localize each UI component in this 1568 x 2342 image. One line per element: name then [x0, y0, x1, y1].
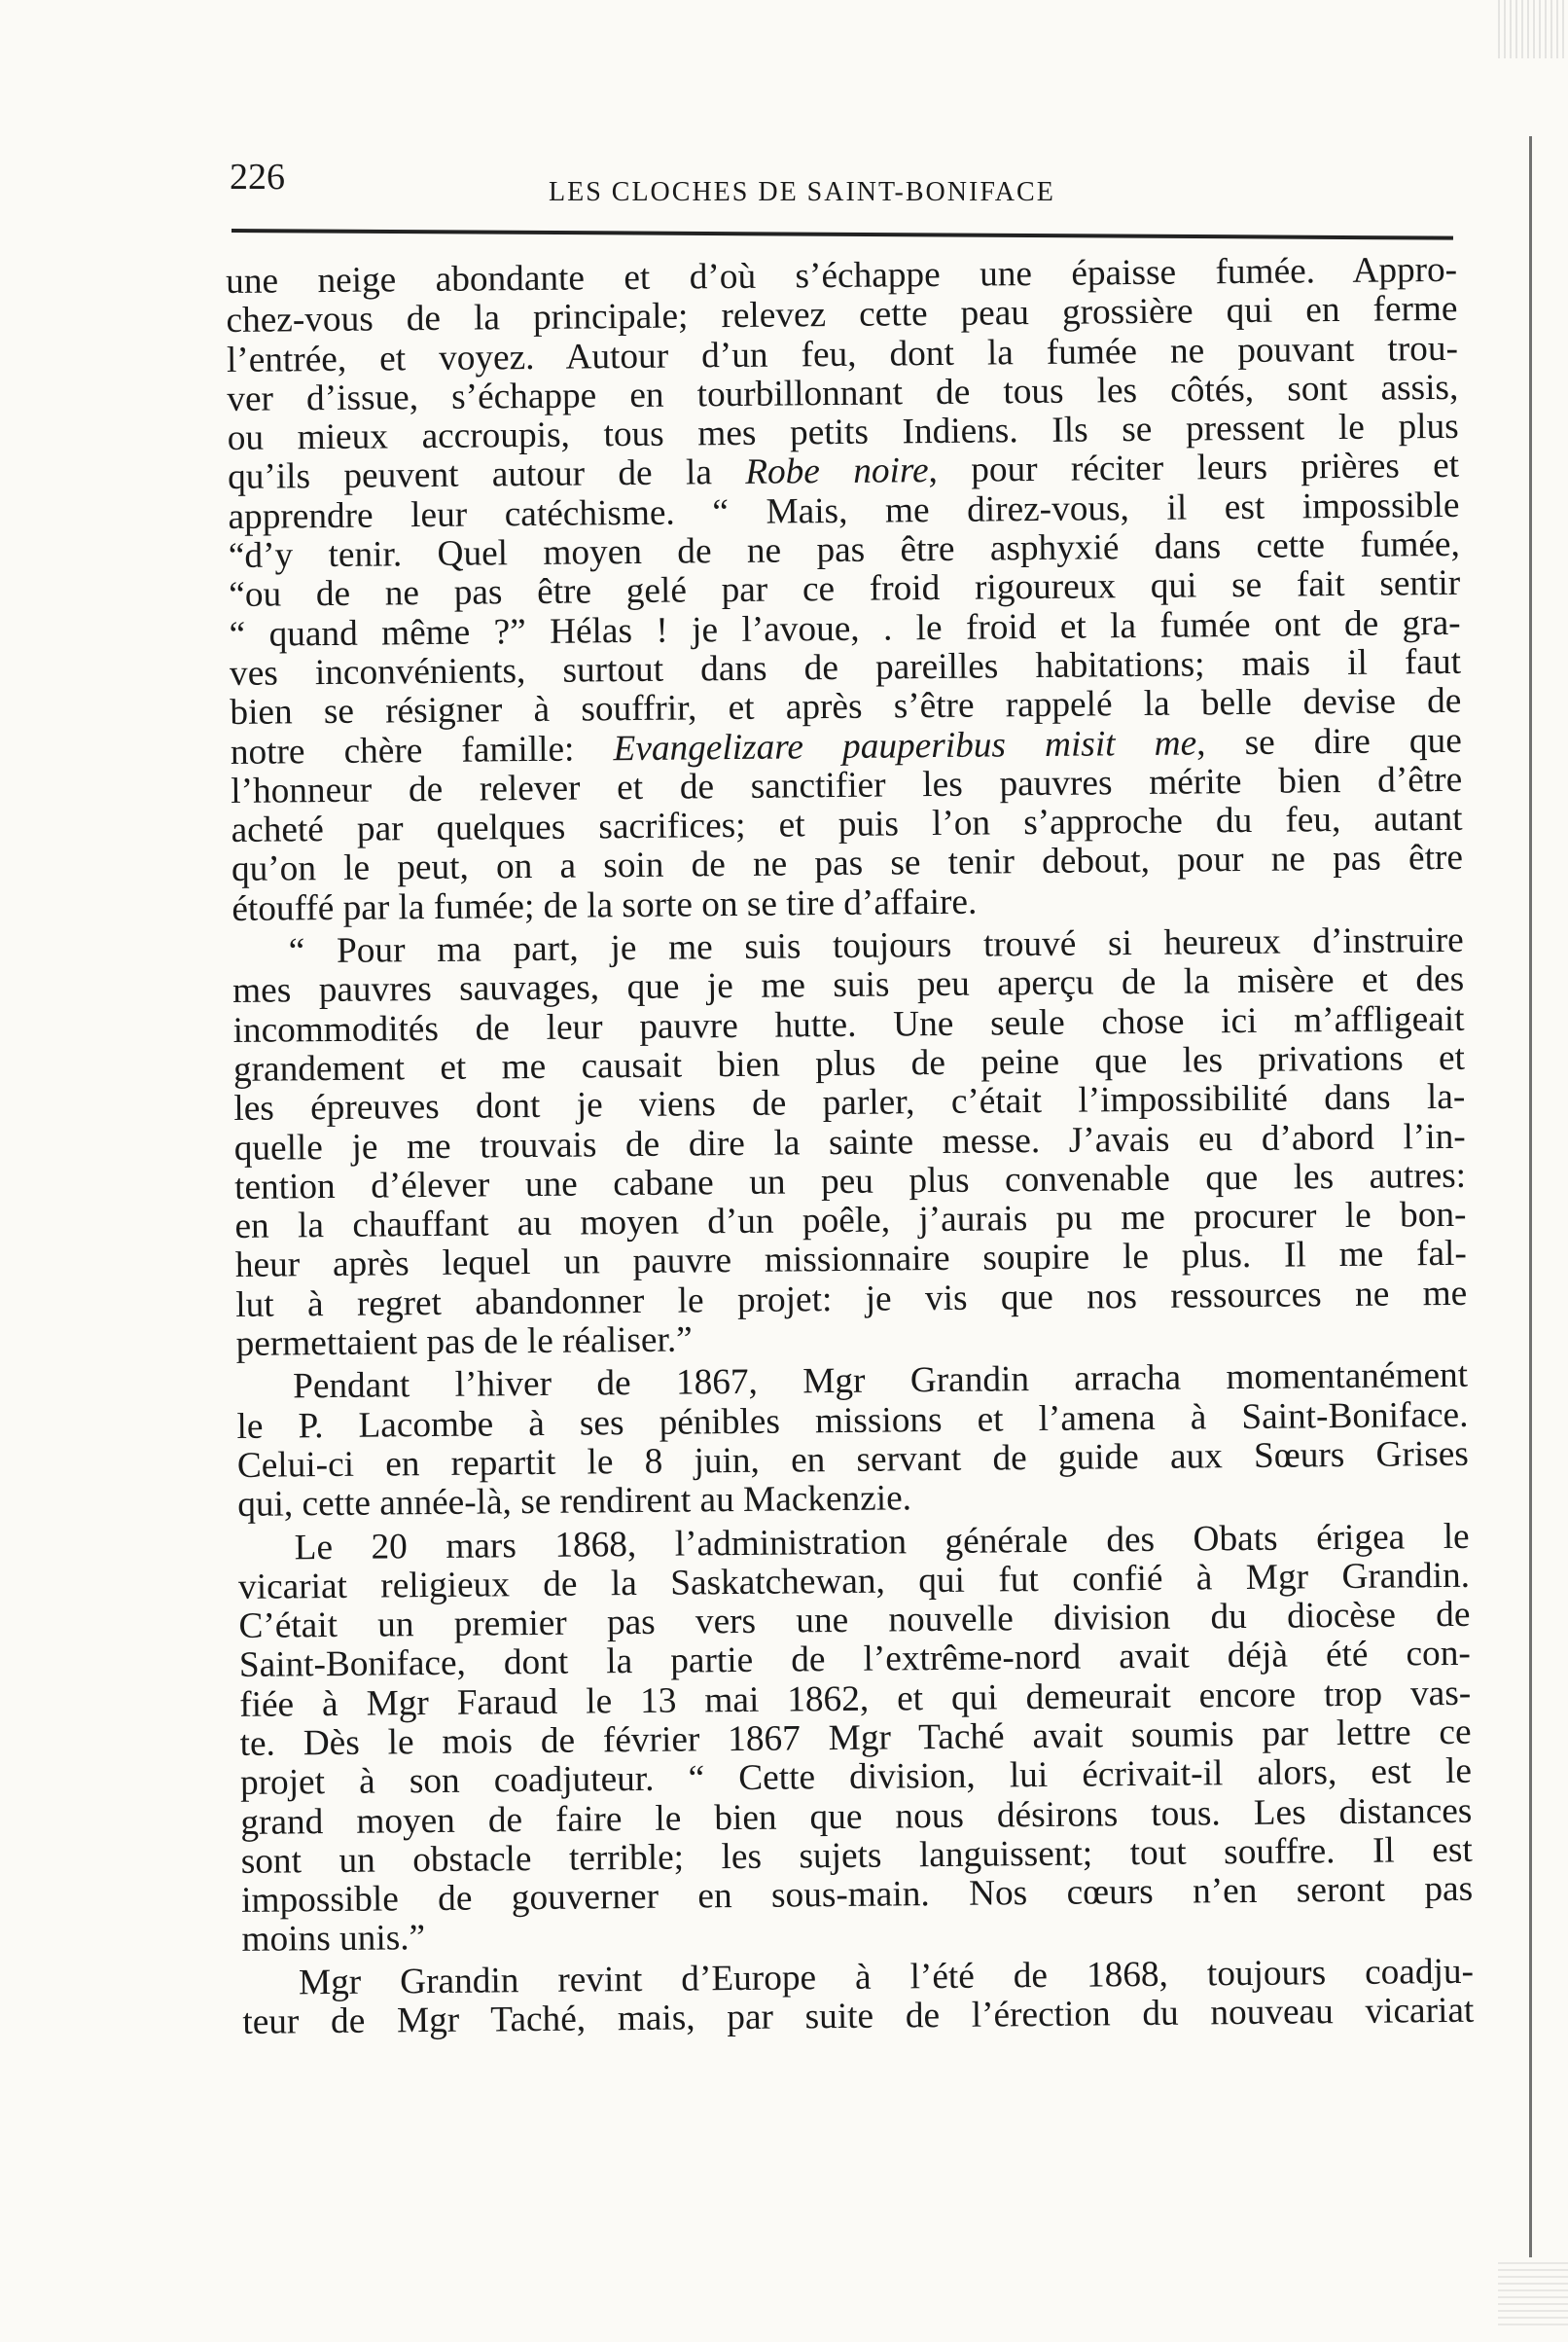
text-line: quelle je me trouvais de dire la sainte messe. J’avais eu d’abord l’in-	[233, 1116, 1466, 1169]
text-line: teur de Mgr Taché, mais, par suite de l’érection du nouveau vicariat	[242, 1990, 1475, 2042]
text-line: moins unis.”	[241, 1918, 426, 1961]
text-line: “ Pour ma part, je me suis toujours trouvé si heureux d’instruire	[288, 919, 1464, 972]
text-line: qu’ils peuvent autour de la Robe noire, pour réciter leurs prières et	[227, 446, 1460, 498]
text-line: bien se résigner à souffrir, et après s’être rappelé la belle devise de	[230, 681, 1462, 734]
text-line: incommodités de leur pauvre hutte. Une seule chose ici m’affligeait	[232, 998, 1465, 1051]
running-title: LES CLOCHES DE SAINT-BONIFACE	[549, 177, 1055, 207]
scan-noise	[1498, 2257, 1568, 2325]
paragraph	[226, 251, 1464, 929]
text-line: tention d’élever une cabane un peu plus convenable que les autres:	[233, 1155, 1467, 1207]
page-edge-line	[1529, 136, 1532, 2257]
text-line: Mgr Grandin revint d’Europe à l’été de 1868, toujours coadju-	[298, 1951, 1475, 2003]
header-rule	[232, 229, 1453, 240]
paragraph	[237, 1517, 1473, 1960]
text-line: te. Dès le mois de février 1867 Mgr Taché avait soumis par lettre ce	[239, 1711, 1472, 1764]
text-line: le P. Lacombe à ses pénibles missions et l’amena à Saint-Boniface.	[236, 1394, 1469, 1447]
running-header	[230, 146, 1455, 214]
text-line: grand moyen de faire le bien que nous désirons tous. Les distances	[240, 1790, 1473, 1843]
text-line: en la chauffant au moyen d’un poêle, j’aurais pu me procurer le bon-	[234, 1194, 1467, 1247]
text-line: fiée à Mgr Faraud le 13 mai 1862, et qui demeurait encore trop vas-	[239, 1673, 1472, 1725]
page-number: 226	[230, 157, 285, 198]
text-line: Celui-ci en repartit le 8 juin, en servant de guide aux Sœurs Grises	[236, 1433, 1470, 1486]
text-line: “ou de ne pas être gelé par ce froid rigoureux qui se fait sentir	[229, 563, 1461, 616]
text-line: Pendant l’hiver de 1867, Mgr Grandin arracha momentanément	[292, 1355, 1469, 1407]
text-line: heur après lequel un pauvre missionnaire soupire le plus. Il me fal-	[234, 1234, 1468, 1286]
italic-phrase: Robe noire	[745, 450, 929, 493]
text-line: impossible de gouverner en sous-main. Nos cœurs n’en seront pas	[240, 1868, 1474, 1922]
text-line: l’honneur de relever et de sanctifier les pauvres mérite bien d’être	[231, 759, 1463, 811]
text-line: C’était un premier pas vers une nouvelle division du diocèse de	[238, 1594, 1471, 1647]
text-line: qu’on le peut, on a soin de ne pas se tenir debout, pour ne pas être	[231, 838, 1464, 890]
paragraph	[232, 921, 1468, 1364]
text-line: acheté par quelques sacrifices; et puis l’on s’approche du feu, autant	[231, 798, 1463, 851]
text-line: ver d’issue, s’échappe en tourbillonnant de tous les côtés, sont assis,	[227, 367, 1459, 419]
text-line: grandement et me causait bien plus de peine que les privations et	[232, 1037, 1466, 1090]
text-line: qui, cette année-là, se rendirent au Mackenzie.	[237, 1478, 912, 1526]
text-line: permettaient pas de le réaliser.”	[235, 1319, 693, 1364]
text-line: lut à regret abandonner le projet: je vis que nos ressources ne me	[235, 1273, 1468, 1325]
text-line: Saint-Boniface, dont la partie de l’extrême-nord avait déjà été con-	[238, 1634, 1471, 1686]
text-line: l’entrée, et voyez. Autour d’un feu, dont la fumée ne pouvant trou-	[226, 328, 1459, 380]
text-line: mes pauvres sauvages, que je me suis peu aperçu de la misère et des	[232, 959, 1465, 1012]
text-line: ou mieux accroupis, tous mes petits Indiens. Ils se pressent le plus	[227, 407, 1459, 459]
body-text	[226, 251, 1475, 2042]
paragraph	[242, 1953, 1475, 2043]
text-line: chez-vous de la principale; relevez cette peau grossière qui en ferme	[226, 289, 1458, 342]
text-line: “d’y tenir. Quel moyen de ne pas être asphyxié dans cette fumée,	[228, 523, 1461, 577]
text-line: projet à son coadjuteur. “ Cette division, lui écrivait-il alors, est le	[239, 1751, 1473, 1804]
text-line: une neige abondante et d’où s’échappe une épaisse fumée. Appro-	[225, 249, 1458, 302]
text-line: vicariat religieux de la Saskatchewan, qui fut confié à Mgr Grandin.	[237, 1555, 1471, 1607]
scan-noise	[1498, 0, 1568, 58]
text-line: les épreuves dont je viens de parler, c’était l’impossibilité dans la-	[233, 1077, 1466, 1130]
text-line: Le 20 mars 1868, l’administration générale des Obats érigea le	[294, 1516, 1470, 1567]
text-line: “ quand même ?” Hélas ! je l’avoue, . le froid et la fumée ont de gra-	[229, 602, 1461, 655]
text-line: ves inconvénients, surtout dans de pareilles habitations; mais il faut	[229, 641, 1462, 694]
text-line: sont un obstacle terrible; les sujets languissent; tout souffre. Il est	[240, 1829, 1473, 1882]
text-line: apprendre leur catéchisme. “ Mais, me direz-vous, il est impossible	[228, 485, 1460, 537]
text-line: étouffé par la fumée; de la sorte on se tire d’affaire.	[232, 882, 978, 929]
paragraph	[236, 1356, 1469, 1525]
italic-phrase: Evangelizare pauperibus misit me	[613, 723, 1197, 769]
text-line: notre chère famille: Evangelizare pauperibus misit me, se dire que	[230, 720, 1462, 773]
